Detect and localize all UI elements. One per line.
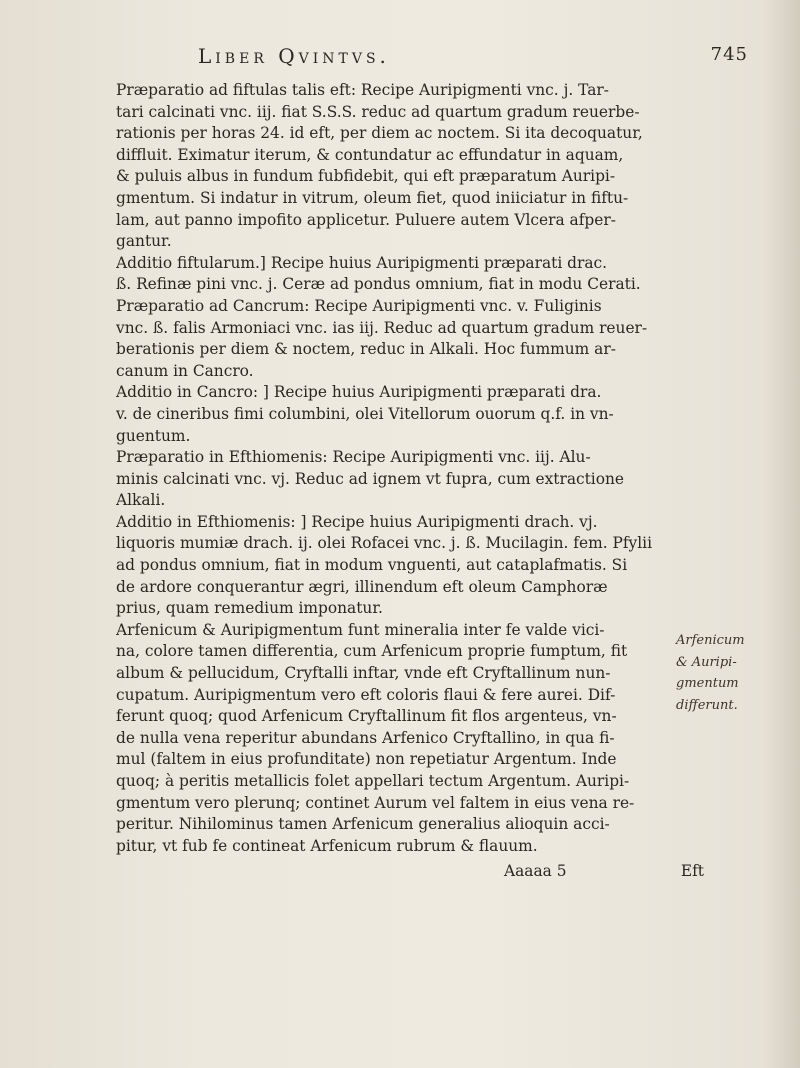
text-line: Præparatio ad fiftulas talis eft: Recipe Auripigmenti vnc. j. Tar- xyxy=(116,81,609,99)
text-line: v. de cineribus fimi columbini, olei Vitellorum ouorum q.f. in vn- xyxy=(116,404,614,423)
page-edge-shadow xyxy=(760,0,800,1068)
margin-note-line: differunt. xyxy=(676,697,738,713)
text-line: prius, quam remedium imponatur. xyxy=(116,599,383,618)
text-line: peritur. Nihilominus tamen Arfenicum generalius alioquin acci- xyxy=(116,815,610,834)
text-line: lam, aut panno impofito applicetur. Puluere autem Vlcera afper- xyxy=(116,210,616,229)
text-line: quoq; à peritis metallicis folet appellari tectum Argentum. Auripi- xyxy=(116,772,630,790)
margin-note xyxy=(676,630,786,716)
text-line: cupatum. Auripigmentum vero eft coloris flaui & fere aurei. Dif- xyxy=(116,685,616,704)
text-line: ad pondus omnium, fiat in modum vnguenti, aut cataplafmatis. Si xyxy=(116,556,628,575)
text-line: vnc. ß. falis Armoniaci vnc. ias iij. Reduc ad quartum gradum reuer- xyxy=(116,318,648,337)
text-line: gantur. xyxy=(116,232,172,251)
text-line: de nulla vena reperitur abundans Arfenico Cryftallino, in qua fi- xyxy=(116,728,615,747)
text-line: Alkali. xyxy=(116,491,166,510)
text-line: Præparatio ad Cancrum: Recipe Auripigmenti vnc. v. Fuliginis xyxy=(116,296,602,315)
page-number: 745 xyxy=(710,44,748,65)
text-line: ß. Refinæ pini vnc. j. Ceræ ad pondus omnium, fiat in modu Cerati. xyxy=(116,275,641,294)
running-head-title: Liber Qvintvs. xyxy=(198,44,390,68)
text-line: Additio in Efthiomenis: ] Recipe huius Auripigmenti drach. vj. xyxy=(116,512,598,531)
text-line: minis calcinati vnc. vj. Reduc ad ignem vt fupra, cum extractione xyxy=(116,469,625,488)
margin-note-line: gmentum xyxy=(676,676,739,692)
catchline xyxy=(116,861,712,883)
text-line: Præparatio in Efthiomenis: Recipe Auripigmenti vnc. iij. Alu- xyxy=(116,448,591,467)
signature-mark: Aaaaa 5 xyxy=(504,862,567,881)
text-line: liquoris mumiæ drach. ij. olei Rofacei vnc. j. ß. Mucilagin. fem. Pfylii xyxy=(116,534,652,553)
text-line: diffluit. Eximatur iterum, & contundatur ac effundatur in aquam, xyxy=(116,145,624,164)
catchword: Eft xyxy=(680,862,704,881)
text-line: pitur, vt fub fe contineat Arfenicum rubrum & flauum. xyxy=(116,836,538,855)
text-line: & puluis albus in fundum fubfidebit, qui eft præparatum Auripi- xyxy=(116,167,616,186)
text-line: na, colore tamen differentia, cum Arfenicum proprie fumptum, fit xyxy=(116,642,628,661)
text-line: Additio in Cancro: ] Recipe huius Auripigmenti præparati dra. xyxy=(116,383,602,402)
text-line: Additio fiftularum.] Recipe huius Auripigmenti præparati drac. xyxy=(116,253,608,272)
margin-note-line: Arfenicum xyxy=(676,633,745,648)
text-line: mul (faltem in eius profunditate) non repetiatur Argentum. Inde xyxy=(116,750,617,769)
text-line: guentum. xyxy=(116,426,191,445)
text-line: rationis per horas 24. id eft, per diem ac noctem. Si ita decoquatur, xyxy=(116,124,643,143)
margin-note-line: & Auripi- xyxy=(676,654,737,670)
text-line: Arfenicum & Auripigmentum funt mineralia inter fe valde vici- xyxy=(116,620,605,639)
running-head xyxy=(198,44,758,74)
text-line: tari calcinati vnc. iij. fiat S.S.S. reduc ad quartum gradum reuerbe- xyxy=(116,102,640,121)
text-line: gmentum. Si indatur in vitrum, oleum fiet, quod iniiciatur in fiftu- xyxy=(116,188,629,207)
text-line: canum in Cancro. xyxy=(116,361,254,380)
body-text xyxy=(116,80,712,883)
text-line: berationis per diem & noctem, reduc in Alkali. Hoc fummum ar- xyxy=(116,340,616,359)
text-line: album & pellucidum, Cryftalli inftar, vnde eft Cryftallinum nun- xyxy=(116,664,611,683)
text-line: ferunt quoq; quod Arfenicum Cryftallinum fit flos argenteus, vn- xyxy=(116,707,617,726)
text-line: gmentum vero plerunq; continet Aurum vel faltem in eius vena re- xyxy=(116,793,635,812)
text-line: de ardore conquerantur ægri, illinendum eft oleum Camphoræ xyxy=(116,577,608,596)
